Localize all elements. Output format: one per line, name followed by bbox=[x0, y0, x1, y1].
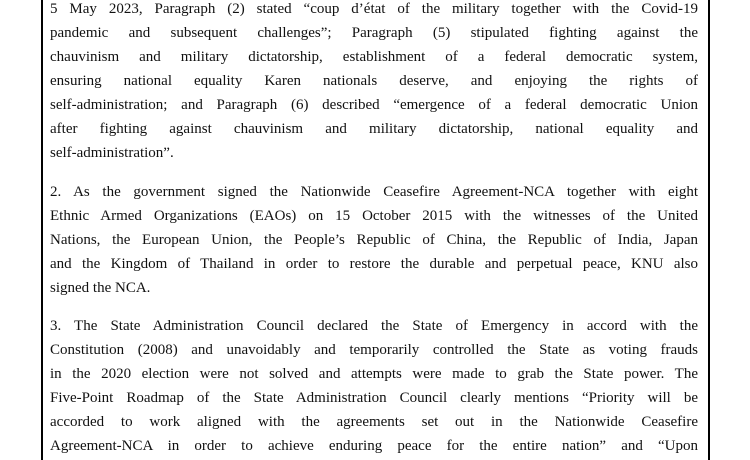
text-line: signed the NCA. bbox=[50, 280, 151, 296]
text-line: after fighting against chauvinism and military dictatorship, national equality and bbox=[50, 121, 698, 137]
paragraph-2 bbox=[50, 180, 698, 300]
text-line: ensuring national equality Karen nationals deserve, and enjoying the rights of bbox=[50, 73, 698, 89]
text-line: and the Kingdom of Thailand in order to restore the durable and perpetual peace, KNU also bbox=[50, 256, 698, 272]
text-line: self-administration”. bbox=[50, 145, 174, 161]
text-line: Constitution (2008) and unavoidably and temporarily controlled the State as voting frauds bbox=[50, 342, 698, 358]
text-line: pandemic and subsequent challenges”; Paragraph (5) stipulated fighting against the bbox=[50, 25, 698, 41]
text-line: chauvinism and military dictatorship, establishment of a federal democratic system, bbox=[50, 49, 698, 65]
text-line: Five-Point Roadmap of the State Administration Council clearly mentions “Priority will be bbox=[50, 390, 698, 406]
page-border-left bbox=[41, 0, 43, 460]
text-line: 3. The State Administration Council declared the State of Emergency in accord with the bbox=[50, 318, 698, 334]
text-line: Ethnic Armed Organizations (EAOs) on 15 October 2015 with the witnesses of the United bbox=[50, 208, 698, 224]
page-border-right bbox=[708, 0, 710, 460]
text-line: self-administration; and Paragraph (6) described “emergence of a federal democratic Union bbox=[50, 97, 698, 113]
text-line: 5 May 2023, Paragraph (2) stated “coup d’état of the military together with the Covid-19 bbox=[50, 1, 698, 17]
text-line: accorded to work aligned with the agreements set out in the Nationwide Ceasefire bbox=[50, 414, 698, 430]
text-line: in the 2020 election were not solved and attempts were made to grab the State power. The bbox=[50, 366, 698, 382]
paragraph-1 bbox=[50, 0, 698, 165]
paragraph-3 bbox=[50, 314, 698, 458]
text-line: 2. As the government signed the Nationwide Ceasefire Agreement-NCA together with eight bbox=[50, 184, 698, 200]
text-line: Agreement-NCA in order to achieve enduring peace for the entire nation” and “Upon bbox=[50, 438, 698, 454]
text-line: Nations, the European Union, the People’s Republic of China, the Republic of India, Japan bbox=[50, 232, 698, 248]
